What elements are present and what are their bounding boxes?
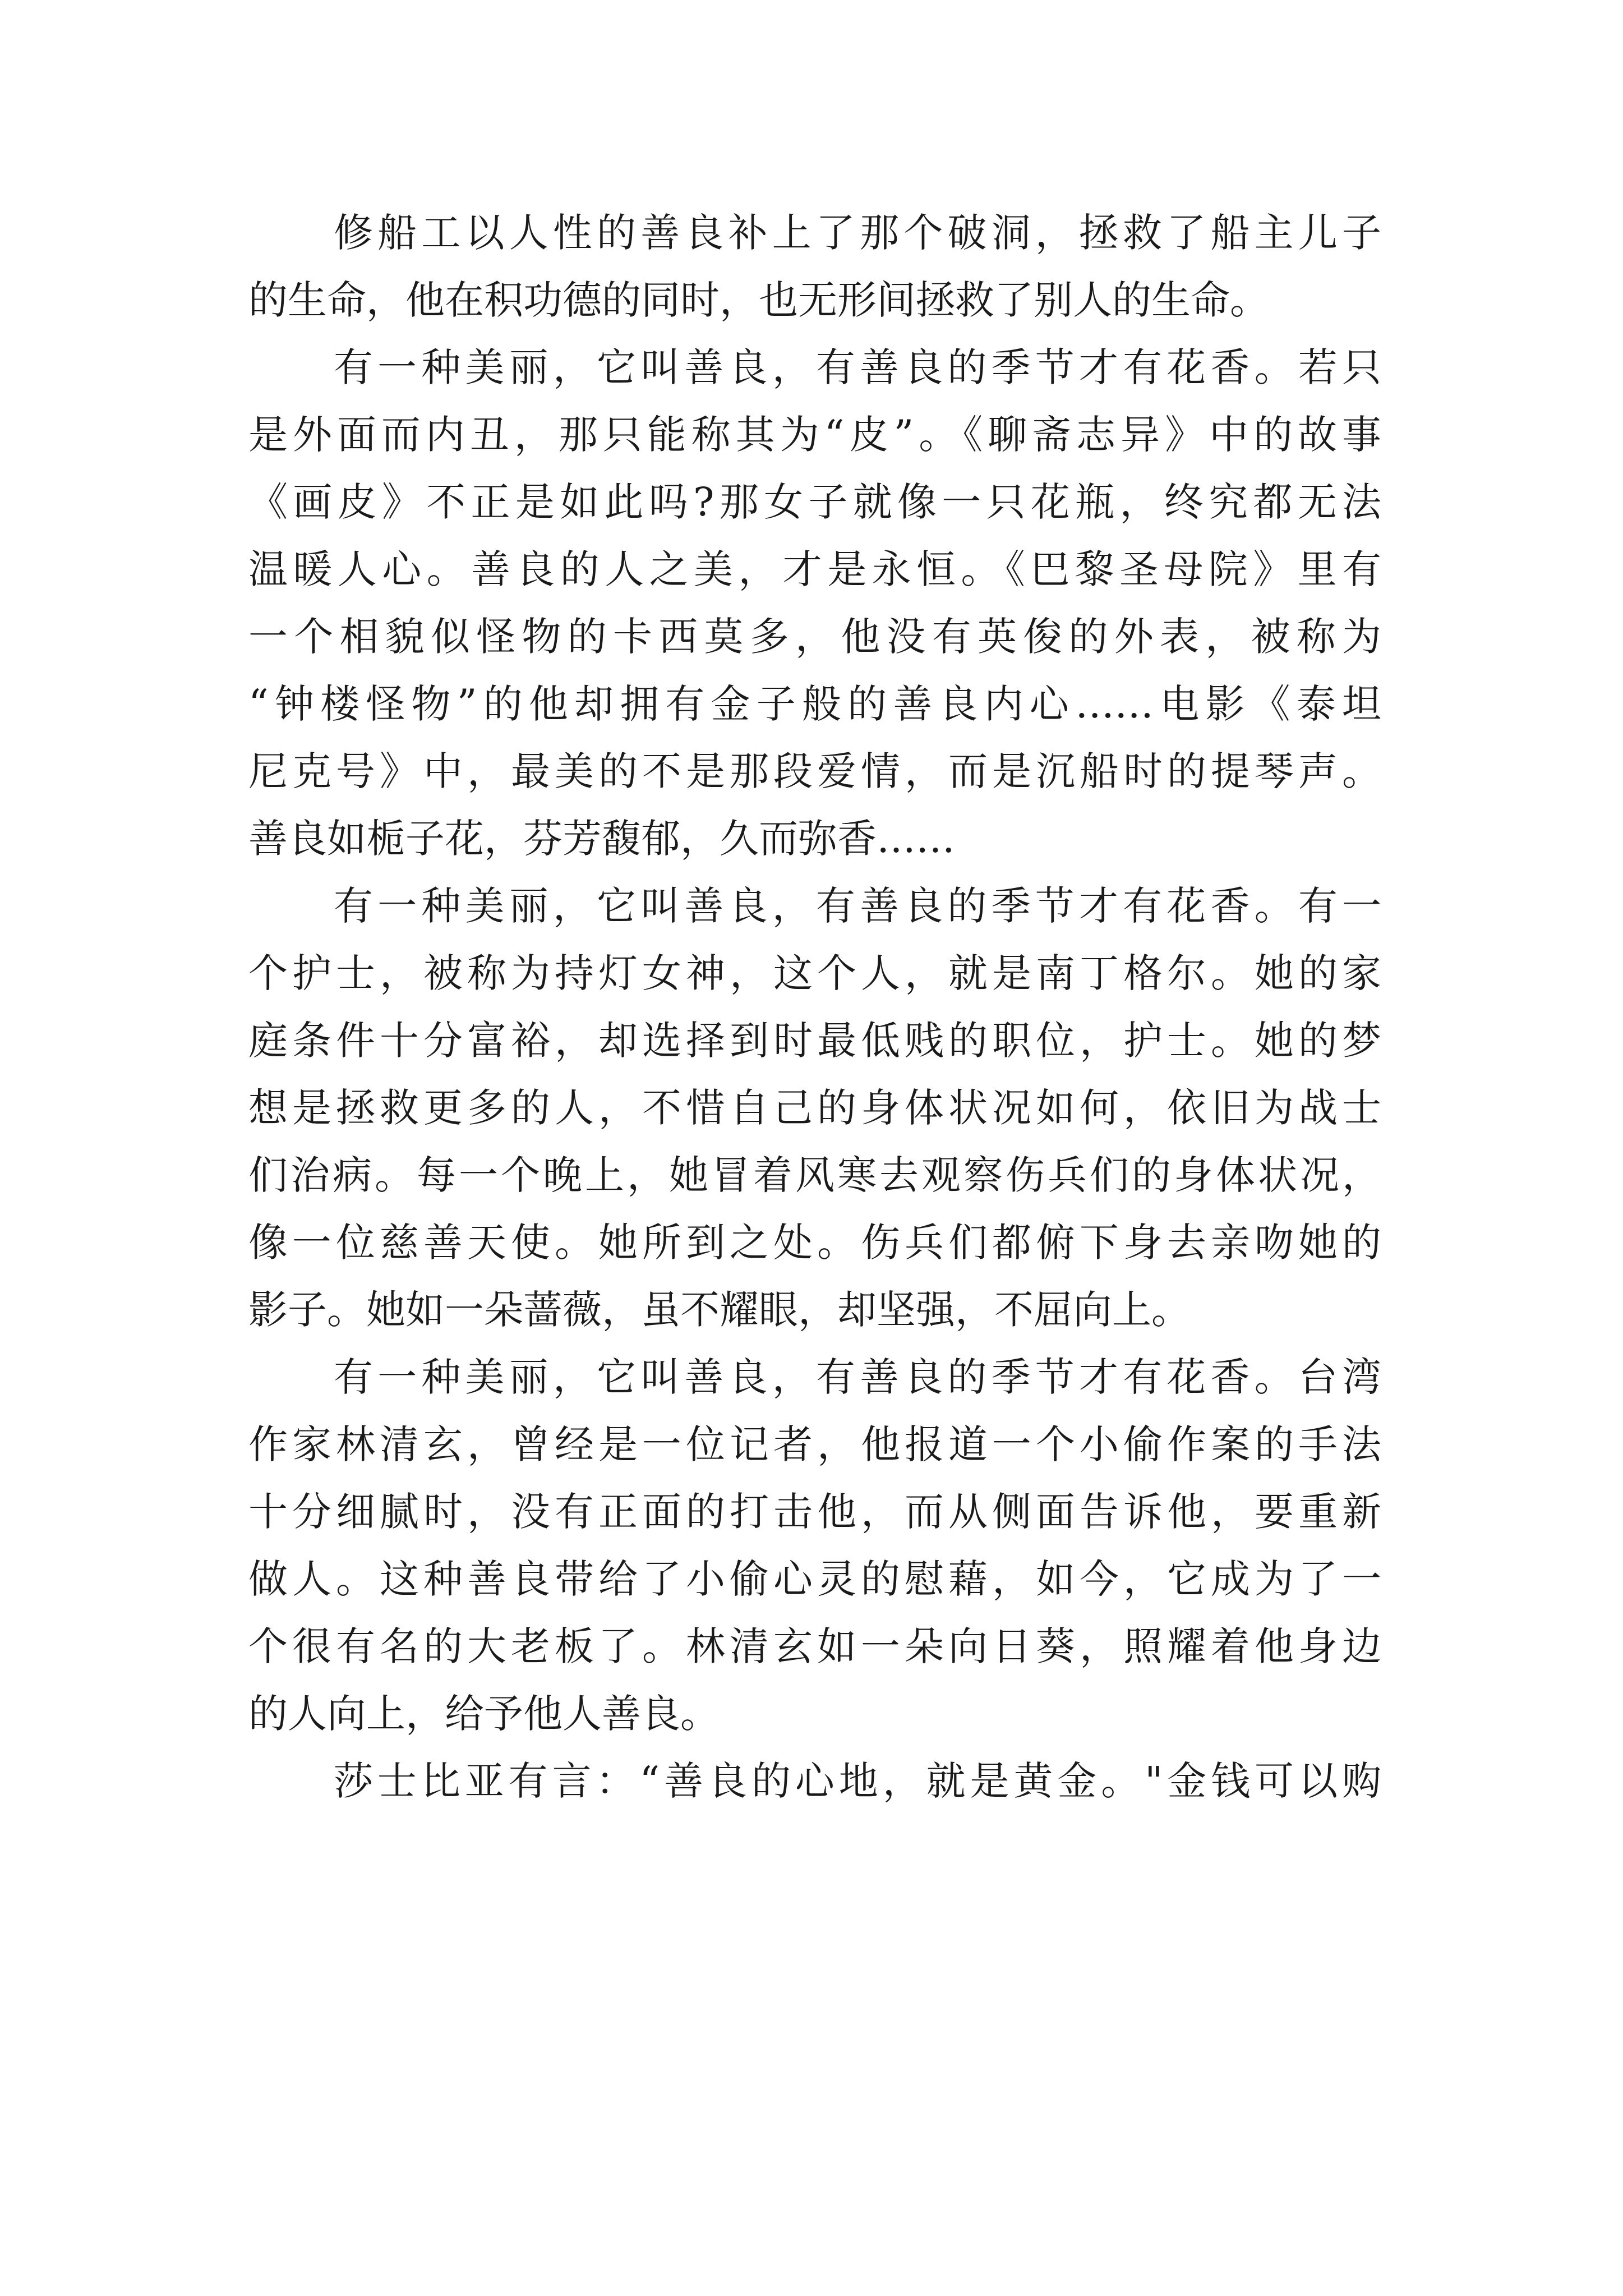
- text-line: 个很有名的大老板了。林清玄如一朵向日葵，照耀着他身边: [248, 1623, 1381, 1669]
- text-line: 善良如栀子花，芬芳馥郁，久而弥香……: [248, 816, 955, 862]
- text-line: 有一种美丽，它叫善良，有善良的季节才有花香。有一: [334, 883, 1381, 929]
- text-line: 十分细腻时，没有正面的打击他，而从侧面告诉他，要重新: [248, 1489, 1381, 1535]
- text-line: 有一种美丽，它叫善良，有善良的季节才有花香。若只: [334, 344, 1381, 390]
- paragraph: [248, 199, 1381, 334]
- text-line: “钟楼怪物”的他却拥有金子般的善良内心……电影《泰坦: [248, 681, 1381, 727]
- text-line: 的人向上，给予他人善良。: [248, 1691, 720, 1737]
- text-line: 是外面而内丑，那只能称其为“皮”。《聊斋志异》中的故事: [248, 412, 1381, 458]
- text-line: 影子。她如一朵蔷薇，虽不耀眼，却坚强，不屈向上。: [248, 1287, 1191, 1333]
- body-text: [248, 199, 1381, 1815]
- paragraph: [248, 1747, 1381, 1815]
- text-line: 们治病。每一个晚上，她冒着风寒去观察伤兵们的身体状况，: [248, 1152, 1381, 1198]
- text-line: 想是拯救更多的人，不惜自己的身体状况如何，依旧为战士: [248, 1085, 1381, 1131]
- text-line: 一个相貌似怪物的卡西莫多，他没有英俊的外表，被称为: [248, 614, 1381, 660]
- paragraph: [248, 1343, 1381, 1747]
- text-line: 个护士，被称为持灯女神，这个人，就是南丁格尔。她的家: [248, 950, 1381, 996]
- paragraph: [248, 334, 1381, 872]
- text-line: 有一种美丽，它叫善良，有善良的季节才有花香。台湾: [334, 1354, 1381, 1400]
- text-line: 的生命，他在积功德的同时，也无形间拯救了别人的生命。: [248, 277, 1269, 323]
- text-line: 庭条件十分富裕，却选择到时最低贱的职位，护士。她的梦: [248, 1018, 1381, 1064]
- text-line: 温暖人心。善良的人之美，才是永恒。《巴黎圣母院》里有: [248, 546, 1381, 592]
- text-line: 《画皮》不正是如此吗?那女子就像一只花瓶，终究都无法: [248, 479, 1381, 525]
- text-line: 尼克号》中，最美的不是那段爱情，而是沉船时的提琴声。: [248, 748, 1381, 794]
- text-line: 修船工以人性的善良补上了那个破洞，拯救了船主儿子: [334, 210, 1381, 256]
- text-line: 莎士比亚有言：“善良的心地，就是黄金。"金钱可以购: [334, 1758, 1381, 1804]
- paragraph: [248, 872, 1381, 1343]
- text-line: 像一位慈善天使。她所到之处。伤兵们都俯下身去亲吻她的: [248, 1220, 1381, 1266]
- text-line: 作家林清玄，曾经是一位记者，他报道一个小偷作案的手法: [248, 1421, 1381, 1467]
- text-line: 做人。这种善良带给了小偷心灵的慰藉，如今，它成为了一: [248, 1556, 1381, 1602]
